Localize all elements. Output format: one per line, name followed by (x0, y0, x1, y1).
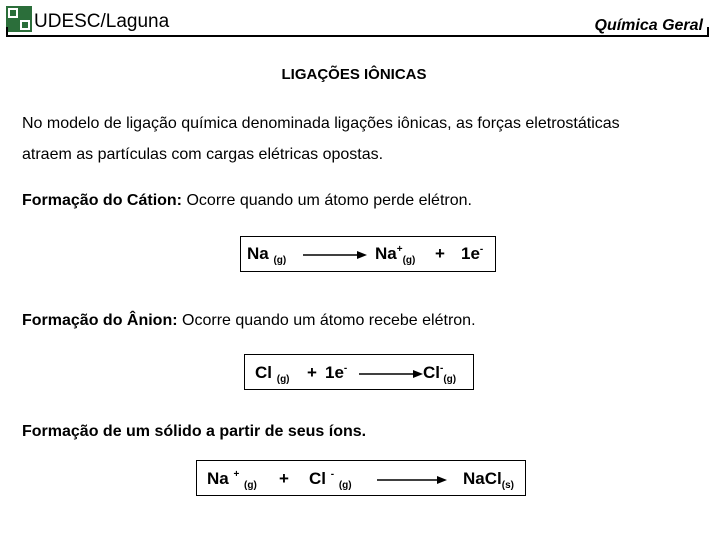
eq3-ion2: Cl - $_{(g)}$ (309, 469, 352, 491)
page-title: LIGAÇÕES IÔNICAS (281, 66, 427, 83)
eq3-arrow-icon (377, 474, 447, 486)
header-divider (6, 35, 709, 37)
course-title: Química Geral (594, 17, 703, 34)
eq1-plus: + (435, 244, 445, 263)
eq1-reactant: Na $_{(g)}$ (247, 244, 287, 266)
eq1-arrow-icon (303, 249, 367, 261)
udesc-logo-icon (6, 6, 32, 32)
eq1-electron: 1e- (461, 244, 484, 263)
eq2-electron: 1e- (325, 363, 348, 382)
anion-label: Formação do Ânion: (22, 312, 178, 329)
anion-text: Ocorre quando um átomo recebe elétron. (182, 312, 476, 329)
intro-line-1: No modelo de ligação química denominada ligações iônicas, as forças eletrostáticas (22, 115, 620, 132)
eq3-product: NaCl$_{(s)}$ (463, 469, 514, 491)
solid-equation (196, 460, 526, 496)
anion-equation (244, 354, 474, 390)
solid-formation-heading: Formação de um sólido a partir de seus íons. (22, 423, 367, 440)
eq2-product: $Cl^-_{(g)}$ (423, 363, 457, 385)
cation-text: Ocorre quando um átomo perde elétron. (186, 192, 472, 209)
eq2-plus: + (307, 363, 317, 382)
eq3-plus: + (279, 469, 289, 488)
intro-line-2: atraem as partículas com cargas elétricas opostas. (22, 146, 384, 163)
header-divider-right-tick (707, 27, 709, 36)
eq3-ion1: Na + $_{(g)}$ (207, 469, 257, 491)
cation-label: Formação do Cátion: (22, 192, 183, 209)
eq1-product: $Na^+_{(g)}$ (375, 244, 416, 266)
cation-definition (22, 192, 472, 210)
eq2-arrow-icon (359, 368, 423, 380)
eq2-reactant: Cl $_{(g)}$ (255, 363, 290, 385)
anion-definition (22, 312, 476, 330)
cation-equation (240, 236, 496, 272)
header-divider-left-tick (6, 27, 8, 36)
logo-text: UDESC/Laguna (34, 11, 170, 32)
